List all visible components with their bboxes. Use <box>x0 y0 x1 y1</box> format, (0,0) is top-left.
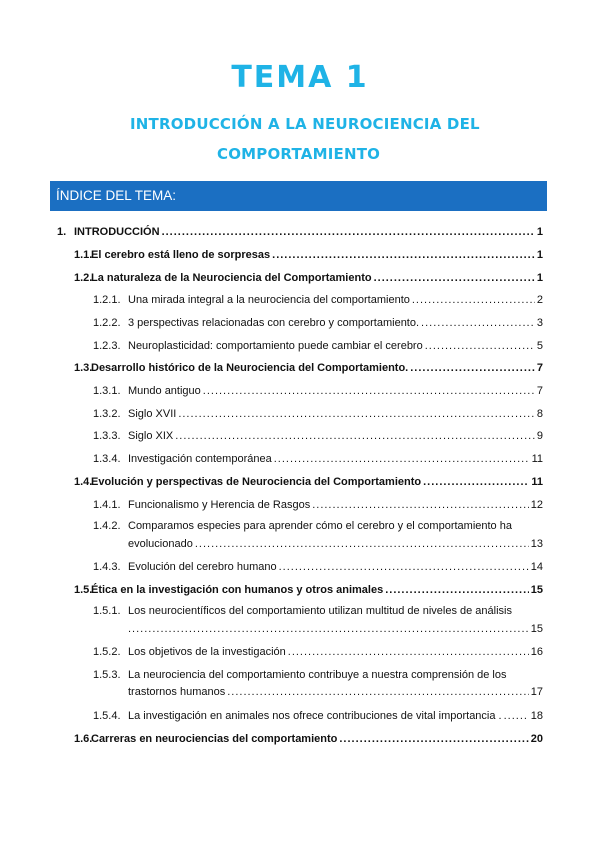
toc-number: 1.5.2. <box>93 646 121 658</box>
toc-text: Comparamos especies para aprender cómo el cerebro y el comportamiento ha <box>128 520 512 532</box>
toc-page: 7 <box>536 385 543 397</box>
toc-number: 1.2.2. <box>93 317 121 329</box>
toc-number: 1.2.3. <box>93 340 121 352</box>
toc-page: 12 <box>530 499 543 511</box>
toc-number: 1.3.1. <box>93 385 121 397</box>
toc-page: 15 <box>530 584 543 596</box>
toc-number: 1.4. <box>74 476 93 488</box>
toc-entry-1-5-2[interactable] <box>93 646 543 658</box>
toc-entry-1-5-1[interactable] <box>93 605 543 617</box>
toc-entry-1-2[interactable] <box>74 272 543 284</box>
toc-text: INTRODUCCIÓN <box>74 226 160 238</box>
toc-entry-1-4-1[interactable] <box>93 499 543 511</box>
toc-page: 3 <box>536 317 543 329</box>
toc-entry-1-3-4[interactable] <box>93 453 543 465</box>
toc-entry-1-6[interactable] <box>74 733 543 745</box>
document-title: TEMA 1 <box>231 60 369 95</box>
toc-entry-1-4-2[interactable] <box>93 520 543 532</box>
toc-page: 18 <box>530 710 543 722</box>
toc-number: 1.5. <box>74 584 93 596</box>
toc-entry-1-3[interactable] <box>74 362 543 374</box>
toc-number: 1.5.1. <box>93 605 121 617</box>
toc-page: 15 <box>530 623 543 635</box>
toc-page: 17 <box>530 686 543 698</box>
toc-text: Mundo antiguo <box>128 385 201 397</box>
toc-number: 1.3.3. <box>93 430 121 442</box>
toc-text: Siglo XIX <box>128 430 174 442</box>
toc-leader <box>288 646 529 658</box>
toc-text-continued: trastornos humanos <box>128 686 226 698</box>
toc-page: 14 <box>530 561 543 573</box>
toc-number: 1.3.2. <box>93 408 121 420</box>
toc-leader <box>195 538 529 550</box>
toc-entry-1[interactable] <box>57 226 543 238</box>
toc-leader <box>410 362 535 374</box>
toc-entry-1-5-1-cont[interactable] <box>128 623 543 635</box>
toc-leader <box>412 294 535 306</box>
toc-text: La investigación en animales nos ofrece contribuciones de vital importancia . <box>128 710 502 722</box>
toc-number: 1.1. <box>74 249 93 261</box>
toc-leader <box>175 430 535 442</box>
toc-page: 1 <box>536 226 543 238</box>
toc-entry-1-5[interactable] <box>74 584 543 596</box>
toc-page: 8 <box>536 408 543 420</box>
toc-page: 5 <box>536 340 543 352</box>
toc-entry-1-3-2[interactable] <box>93 408 543 420</box>
toc-entry-1-1[interactable] <box>74 249 543 261</box>
toc-leader <box>425 340 535 352</box>
toc-leader <box>178 408 535 420</box>
toc-number: 1.3.4. <box>93 453 121 465</box>
toc-number: 1.4.1. <box>93 499 121 511</box>
toc-page: 11 <box>531 476 543 488</box>
toc-entry-1-5-3-cont[interactable] <box>128 686 543 698</box>
toc-text: Los neurocientíficos del comportamiento utilizan multitud de niveles de análisis <box>128 605 512 617</box>
toc-leader <box>385 584 529 596</box>
toc-page: 11 <box>531 453 543 465</box>
toc-page: 7 <box>536 362 543 374</box>
toc-leader <box>374 272 535 284</box>
toc-text: El cerebro está lleno de sorpresas <box>91 249 271 261</box>
toc-number: 1.5.4. <box>93 710 121 722</box>
toc-leader <box>504 710 529 722</box>
document-subtitle-line1: INTRODUCCIÓN A LA NEUROCIENCIA DEL <box>130 115 480 133</box>
toc-number: 1.6. <box>74 733 93 745</box>
document-subtitle-line2: COMPORTAMIENTO <box>217 145 381 163</box>
toc-text: Evolución y perspectivas de Neurociencia del Comportamiento <box>91 476 422 488</box>
toc-leader <box>227 686 529 698</box>
toc-number: 1.2. <box>74 272 93 284</box>
toc-page: 20 <box>530 733 543 745</box>
toc-leader <box>423 476 529 488</box>
toc-leader <box>272 249 535 261</box>
toc-text: Carreras en neurociencias del comportamiento <box>91 733 338 745</box>
toc-number: 1.4.3. <box>93 561 121 573</box>
toc-text: Desarrollo histórico de la Neurociencia del Comportamiento. <box>91 362 409 374</box>
toc-entry-1-4-2-cont[interactable] <box>128 538 543 550</box>
toc-text: Neuroplasticidad: comportamiento puede cambiar el cerebro <box>128 340 423 352</box>
toc-page: 13 <box>530 538 543 550</box>
toc-page: 2 <box>536 294 543 306</box>
toc-number: 1. <box>57 226 67 238</box>
toc-leader <box>203 385 535 397</box>
toc-text: Evolución del cerebro humano <box>128 561 277 573</box>
toc-entry-1-3-1[interactable] <box>93 385 543 397</box>
toc-page: 1 <box>536 272 543 284</box>
toc-number: 1.3. <box>74 362 93 374</box>
toc-leader <box>128 623 529 635</box>
toc-number: 1.4.2. <box>93 520 121 532</box>
toc-text: Siglo XVII <box>128 408 177 420</box>
toc-page: 1 <box>536 249 543 261</box>
toc-leader <box>274 453 530 465</box>
toc-entry-1-2-3[interactable] <box>93 340 543 352</box>
toc-text: Los objetivos de la investigación <box>128 646 286 658</box>
toc-text-continued: evolucionado <box>128 538 193 550</box>
toc-leader <box>421 317 535 329</box>
toc-text: La neurociencia del comportamiento contribuye a nuestra comprensión de los <box>128 669 507 681</box>
toc-entry-1-5-4[interactable] <box>93 710 543 722</box>
toc-text: Funcionalismo y Herencia de Rasgos <box>128 499 311 511</box>
toc-page: 9 <box>536 430 543 442</box>
toc-leader <box>339 733 528 745</box>
toc-leader <box>279 561 529 573</box>
toc-text: Una mirada integral a la neurociencia del comportamiento <box>128 294 410 306</box>
toc-leader <box>312 499 529 511</box>
index-header: ÍNDICE DEL TEMA: <box>50 181 547 211</box>
toc-number: 1.2.1. <box>93 294 121 306</box>
toc-page: 16 <box>530 646 543 658</box>
toc-number: 1.5.3. <box>93 669 121 681</box>
toc-entry-1-4[interactable] <box>74 476 543 488</box>
toc-entry-1-4-3[interactable] <box>93 561 543 573</box>
toc-entry-1-2-2[interactable] <box>93 317 543 329</box>
toc-entry-1-2-1[interactable] <box>93 294 543 306</box>
toc-leader <box>162 226 535 238</box>
toc-text: La naturaleza de la Neurociencia del Comportamiento <box>91 272 372 284</box>
toc-text: Investigación contemporánea <box>128 453 272 465</box>
toc-entry-1-3-3[interactable] <box>93 430 543 442</box>
toc-text: 3 perspectivas relacionadas con cerebro y comportamiento. <box>128 317 420 329</box>
toc-entry-1-5-3[interactable] <box>93 669 543 681</box>
toc-text: Ética en la investigación con humanos y otros animales <box>91 584 384 596</box>
